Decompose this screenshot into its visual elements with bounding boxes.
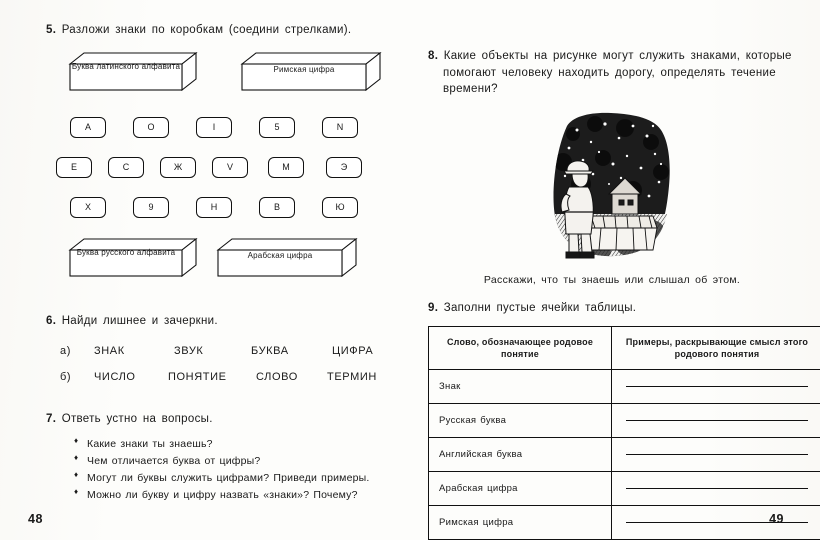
card-5[interactable]: 5 bbox=[259, 117, 295, 138]
answer-line bbox=[626, 454, 808, 455]
exercise-7 bbox=[46, 411, 406, 504]
term-roman-numeral: Римская цифра bbox=[429, 505, 612, 539]
card-M[interactable]: M bbox=[268, 157, 304, 178]
row-a-label: а) bbox=[60, 345, 71, 358]
term-arabic-numeral: Арабская цифра bbox=[429, 471, 612, 505]
genus-concept-table bbox=[428, 326, 820, 540]
exercise-5-heading bbox=[46, 22, 406, 39]
exercise-7-question-list bbox=[74, 436, 406, 504]
card-Eh[interactable]: Э bbox=[326, 157, 362, 178]
card-A[interactable]: A bbox=[70, 117, 106, 138]
table-row bbox=[429, 471, 820, 505]
card-Yu[interactable]: Ю bbox=[322, 197, 358, 218]
right-page-column bbox=[428, 48, 809, 540]
card-N[interactable]: N bbox=[322, 117, 358, 138]
column-header-examples: Примеры, раскрывающие смысл этого родового понятия bbox=[612, 326, 820, 369]
exercise-6 bbox=[46, 313, 406, 398]
word-a-3[interactable]: БУКВА bbox=[251, 345, 289, 358]
exercise-5-prompt: Разложи знаки по коробкам (соедини стрелками). bbox=[61, 24, 352, 36]
box-russian-letter-label: Буква русского алфавита bbox=[76, 247, 176, 257]
answer-cell-english-letter[interactable] bbox=[612, 437, 820, 471]
card-9[interactable]: 9 bbox=[133, 197, 169, 218]
word-b-2[interactable]: ПОНЯТИЕ bbox=[168, 371, 227, 384]
exercise-8-number: 8. bbox=[428, 50, 439, 62]
exercise-6-heading bbox=[46, 313, 406, 330]
card-E[interactable]: E bbox=[56, 157, 92, 178]
word-a-4[interactable]: ЦИФРА bbox=[332, 345, 374, 358]
box-roman-numeral[interactable] bbox=[242, 53, 366, 84]
answer-line bbox=[626, 420, 808, 421]
card-H[interactable]: H bbox=[196, 197, 232, 218]
column-header-term: Слово, обозначающее родовое понятие bbox=[429, 326, 612, 369]
answer-cell-russian-letter[interactable] bbox=[612, 403, 820, 437]
table-row bbox=[429, 369, 820, 403]
page-number-right: 49 bbox=[769, 512, 784, 526]
word-b-4[interactable]: ТЕРМИН bbox=[327, 371, 377, 384]
answer-line bbox=[626, 488, 808, 489]
card-B[interactable]: B bbox=[259, 197, 295, 218]
exercise-9-prompt: Заполни пустые ячейки таблицы. bbox=[443, 302, 637, 315]
box-arabic-numeral-label: Арабская цифра bbox=[247, 250, 313, 260]
word-a-1[interactable]: ЗНАК bbox=[94, 345, 125, 358]
card-row-3 bbox=[46, 197, 406, 237]
bottom-box-row bbox=[46, 239, 406, 287]
page-number-left: 48 bbox=[28, 512, 43, 526]
answer-line bbox=[626, 386, 808, 387]
exercise-6-row-b bbox=[46, 371, 406, 397]
card-X[interactable]: X bbox=[70, 197, 106, 218]
card-O[interactable]: O bbox=[133, 117, 169, 138]
list-item: ♦ Могут ли буквы служить цифрами? Приведи примеры. bbox=[74, 470, 406, 487]
word-a-2[interactable]: ЗВУК bbox=[174, 345, 204, 358]
illustration-wrapper bbox=[428, 112, 796, 262]
exercise-9-heading bbox=[428, 300, 796, 317]
table-header-row bbox=[429, 326, 820, 369]
card-C[interactable]: C bbox=[108, 157, 144, 178]
box-latin-letter-label: Буква латинского алфавита bbox=[71, 61, 181, 71]
list-item: ♦ Какие знаки ты знаешь? bbox=[74, 436, 406, 453]
card-V[interactable]: V bbox=[212, 157, 248, 178]
table-body bbox=[429, 369, 820, 539]
table-header bbox=[429, 326, 820, 369]
exercise-6-row-a bbox=[46, 345, 406, 371]
night-sky-village-illustration bbox=[533, 112, 691, 262]
exercise-8-prompt: Какие объекты на рисунке могут служить знаками, которые помогают человеку находить дорогу, определять течение времени? bbox=[443, 50, 792, 96]
answer-cell-roman-numeral[interactable] bbox=[612, 505, 820, 539]
table-row bbox=[429, 505, 820, 539]
word-b-3[interactable]: СЛОВО bbox=[256, 371, 298, 384]
list-item: ♦ Чем отличается буква от цифры? bbox=[74, 453, 406, 470]
card-I[interactable]: I bbox=[196, 117, 232, 138]
list-item: ♦ Можно ли букву и цифру назвать «знаки»? Почему? bbox=[74, 487, 406, 504]
exercise-8-heading bbox=[428, 48, 796, 98]
card-row-2 bbox=[46, 157, 406, 197]
box-arabic-numeral[interactable] bbox=[218, 239, 342, 270]
card-row-1 bbox=[46, 117, 406, 157]
answer-cell-arabic-numeral[interactable] bbox=[612, 471, 820, 505]
table-row bbox=[429, 403, 820, 437]
box-roman-numeral-label: Римская цифра bbox=[273, 64, 335, 74]
sign-cards-area bbox=[46, 117, 406, 237]
word-b-1[interactable]: ЧИСЛО bbox=[94, 371, 136, 384]
exercise-7-heading bbox=[46, 411, 406, 428]
exercise-9-number: 9. bbox=[428, 302, 439, 315]
left-page-column bbox=[46, 22, 406, 504]
table-row bbox=[429, 437, 820, 471]
exercise-7-number: 7. bbox=[46, 413, 57, 426]
exercise-5-number: 5. bbox=[46, 24, 57, 36]
top-box-row bbox=[46, 53, 406, 101]
box-latin-letter[interactable] bbox=[70, 53, 182, 84]
term-russian-letter: Русская буква bbox=[429, 403, 612, 437]
answer-cell-znak[interactable] bbox=[612, 369, 820, 403]
exercise-6-prompt: Найди лишнее и зачеркни. bbox=[61, 314, 218, 327]
term-english-letter: Английская буква bbox=[429, 437, 612, 471]
box-russian-letter[interactable] bbox=[70, 239, 182, 270]
exercise-6-number: 6. bbox=[46, 314, 57, 327]
card-Zh[interactable]: Ж bbox=[160, 157, 196, 178]
exercise-7-prompt: Ответь устно на вопросы. bbox=[61, 413, 213, 426]
term-znak: Знак bbox=[429, 369, 612, 403]
row-b-label: б) bbox=[60, 371, 72, 384]
illustration-caption: Расскажи, что ты знаешь или слышал об этом. bbox=[483, 274, 741, 287]
